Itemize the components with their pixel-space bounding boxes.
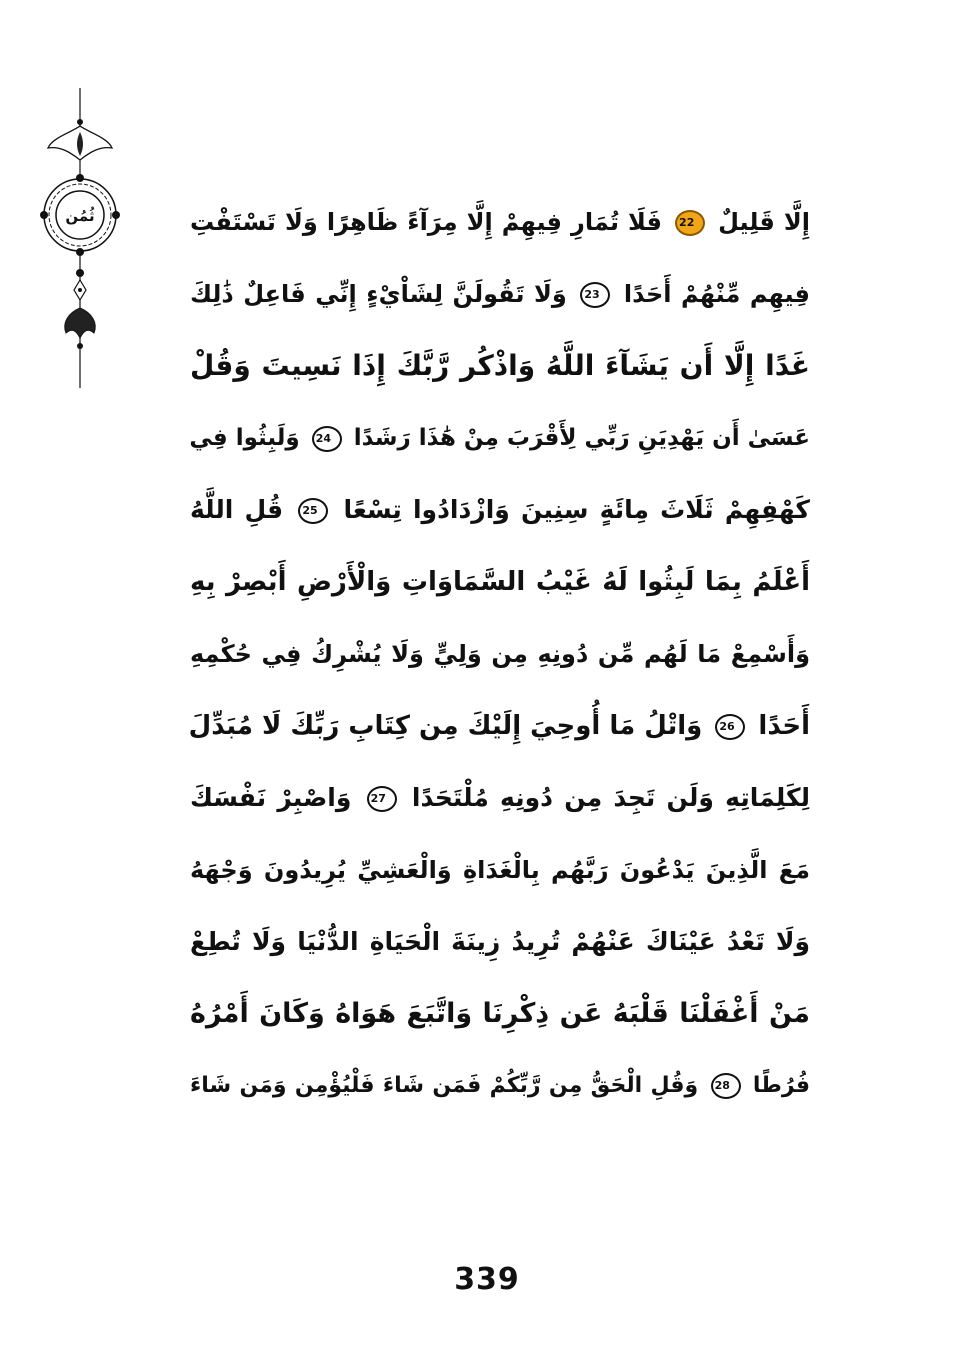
lower-ornament-icon [65,269,95,349]
text-line-8 [190,696,810,756]
line-text: عَسَىٰ أَن يَهْدِيَنِ رَبِّي لِأَقْرَبَ مِنْ هَٰذَا رَشَدًا [353,425,810,451]
ayah-number-marker: 22 [675,210,705,236]
line-text: وَقُلِ الْحَقُّ مِن رَّبِّكُمْ فَمَن شَاءَ فَلْيُؤْمِن وَمَن شَاءَ [190,1073,699,1098]
line-text: مَعَ الَّذِينَ يَدْعُونَ رَبَّهُم بِالْغَدَاةِ وَالْعَشِيِّ يُرِيدُونَ وَجْهَهُ [190,856,810,884]
line-text: لِكَلِمَاتِهِ وَلَن تَجِدَ مِن دُونِهِ مُلْتَحَدًا [411,783,810,812]
line-text: وَاصْبِرْ نَفْسَكَ [190,783,352,812]
ayah-number-marker: 27 [367,786,397,812]
ayah-number-marker: 23 [580,282,610,308]
line-text: غَدًا إِلَّا أَن يَشَآءَ اللَّهُ وَاذْكُر رَّبَّكَ إِذَا نَسِيتَ وَقُلْ [190,349,810,382]
text-line-6 [190,552,810,612]
line-text: فِيهِم مِّنْهُمْ أَحَدًا [623,280,811,308]
text-line-11 [190,912,810,972]
text-line-9 [190,768,810,828]
line-text: أَحَدًا [758,711,810,741]
quran-text-block [190,192,810,1112]
line-text: أَعْلَمُ بِمَا لَبِثُوا لَهُ غَيْبُ السَّمَاوَاتِ وَالْأَرْضِ أَبْصِرْ بِهِ [190,567,810,597]
text-line-5 [190,480,810,540]
line-text: وَاتْلُ مَا أُوحِيَ إِلَيْكَ مِن كِتَابِ رَبِّكَ لَا مُبَدِّلَ [188,711,703,741]
thumn-hizb-medallion-icon [40,174,120,256]
text-line-4 [190,408,810,468]
text-line-13 [190,1056,810,1116]
line-text: وَأَسْمِعْ مَا لَهُم مِّن دُونِهِ مِن وَلِيٍّ وَلَا يُشْرِكُ فِي حُكْمِهِ [190,640,810,668]
ayah-number-marker: 26 [715,714,745,740]
hizb-marker-ornament [40,88,120,388]
line-text: وَلَا تَعْدُ عَيْنَاكَ عَنْهُمْ تُرِيدُ زِينَةَ الْحَيَاةِ الدُّنْيَا وَلَا تُطِعْ [190,927,810,956]
hizb-marker-label: ثُمُن [65,207,95,225]
line-text: قُلِ اللَّهُ [190,495,284,524]
line-text: كَهْفِهِمْ ثَلَاثَ مِائَةٍ سِنِينَ وَازْدَادُوا تِسْعًا [343,495,810,524]
text-line-1 [190,192,810,252]
text-line-7 [190,624,810,684]
line-text: وَلَا تَقُولَنَّ لِشَاْيْءٍ إِنِّي فَاعِلٌ ذَٰلِكَ [190,280,567,308]
ayah-number-marker: 24 [312,426,342,452]
line-text: فُرُطًا [752,1073,810,1098]
line-text: فَلَا تُمَارِ فِيهِمْ إِلَّا مِرَآءً ظَاهِرًا وَلَا تَسْتَفْتِ [190,208,662,236]
text-line-2 [190,264,810,324]
ayah-number-marker: 25 [298,498,328,524]
line-text: مَنْ أَغْفَلْنَا قَلْبَهُ عَن ذِكْرِنَا وَاتَّبَعَ هَوَاهُ وَكَانَ أَمْرُهُ [190,998,810,1029]
text-line-3 [190,336,810,396]
line-text: وَلَبِثُوا فِي [189,425,300,451]
page-number: 339 [454,1262,520,1297]
text-line-12 [190,984,810,1044]
text-line-10 [190,840,810,900]
ayah-number-marker: 28 [711,1073,741,1099]
line-text: إِلَّا قَلِيلٌ [718,208,810,236]
